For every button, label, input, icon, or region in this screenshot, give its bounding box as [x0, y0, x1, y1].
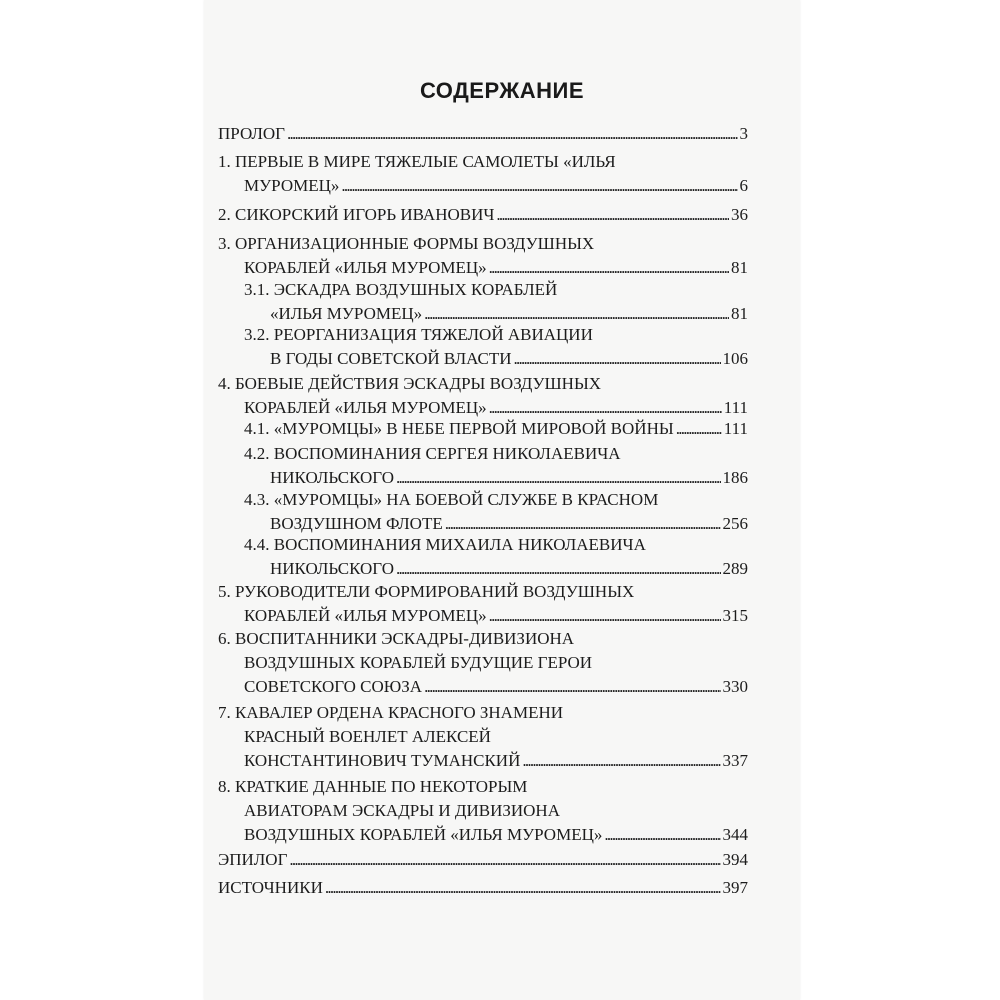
toc-page-number: 337	[722, 751, 748, 770]
dot-leader	[289, 848, 720, 872]
toc-entry-row	[218, 203, 748, 227]
toc-entry-text: ПРОЛОГ	[218, 124, 286, 143]
toc-page-number: 256	[722, 514, 748, 533]
toc-entry-row	[270, 557, 748, 581]
dot-leader	[676, 417, 722, 441]
dot-leader	[604, 823, 720, 847]
dot-leader	[424, 675, 720, 699]
toc-entry-text: КРАСНЫЙ ВОЕНЛЕТ АЛЕКСЕЙ	[244, 727, 491, 746]
toc-entry-row	[244, 749, 748, 773]
toc-entry-text: МУРОМЕЦ»	[244, 176, 340, 195]
toc-entry-text: «ИЛЬЯ МУРОМЕЦ»	[270, 304, 423, 323]
toc-page-number: 315	[722, 606, 748, 625]
dot-leader	[489, 604, 721, 628]
toc-entry-text: 2. СИКОРСКИЙ ИГОРЬ ИВАНОВИЧ	[218, 205, 495, 224]
toc-entry-row	[270, 466, 748, 490]
toc-entry-row	[244, 675, 748, 699]
toc-entry-text: КОРАБЛЕЙ «ИЛЬЯ МУРОМЕЦ»	[244, 258, 487, 277]
dot-leader	[287, 122, 737, 146]
toc-entry-row	[218, 876, 748, 900]
toc-entry-text: 8. КРАТКИЕ ДАННЫЕ ПО НЕКОТОРЫМ	[218, 777, 528, 796]
toc-entry-text: ИСТОЧНИКИ	[218, 878, 323, 897]
toc-entry-text: 4.3. «МУРОМЦЫ» НА БОЕВОЙ СЛУЖБЕ В КРАСНОМ	[244, 490, 659, 509]
dot-leader	[489, 256, 729, 280]
toc-entry-text: НИКОЛЬСКОГО	[270, 559, 394, 578]
toc-entry-text: СОВЕТСКОГО СОЮЗА	[244, 677, 423, 696]
toc-page-number: 344	[722, 825, 748, 844]
toc-entry-text: ВОЗДУШНОМ ФЛОТЕ	[270, 514, 443, 533]
toc-entry-row	[244, 417, 748, 441]
toc-entry-text: ЭПИЛОГ	[218, 850, 288, 869]
toc-entry-text: 4.1. «МУРОМЦЫ» В НЕБЕ ПЕРВОЙ МИРОВОЙ ВОЙНЫ	[244, 419, 674, 438]
toc-page-number: 106	[722, 349, 748, 368]
toc-page-number: 186	[722, 468, 748, 487]
toc-page-number: 111	[723, 398, 748, 417]
toc-entry-text: КОРАБЛЕЙ «ИЛЬЯ МУРОМЕЦ»	[244, 606, 487, 625]
toc-entry-text: КОРАБЛЕЙ «ИЛЬЯ МУРОМЕЦ»	[244, 398, 487, 417]
toc-page-number: 36	[731, 205, 748, 224]
dot-leader	[396, 557, 721, 581]
toc-entry-text: В ГОДЫ СОВЕТСКОЙ ВЛАСТИ	[270, 349, 512, 368]
toc-entry-row	[270, 347, 748, 371]
toc-entry-text: АВИАТОРАМ ЭСКАДРЫ И ДИВИЗИОНА	[244, 801, 560, 820]
dot-leader	[496, 203, 729, 227]
toc-entry-row	[244, 823, 748, 847]
toc-entry-text: 5. РУКОВОДИТЕЛИ ФОРМИРОВАНИЙ ВОЗДУШНЫХ	[218, 582, 635, 601]
toc-entry-text: 1. ПЕРВЫЕ В МИРЕ ТЯЖЕЛЫЕ САМОЛЕТЫ «ИЛЬЯ	[218, 152, 616, 171]
dot-leader	[522, 749, 720, 773]
toc-entry-row	[244, 256, 748, 280]
toc-page-number: 289	[722, 559, 748, 578]
toc-entry-text: 7. КАВАЛЕР ОРДЕНА КРАСНОГО ЗНАМЕНИ	[218, 703, 564, 722]
toc-page-number: 81	[731, 258, 748, 277]
toc-entry-text: 4.2. ВОСПОМИНАНИЯ СЕРГЕЯ НИКОЛАЕВИЧА	[244, 444, 621, 463]
toc-entry-text: ВОЗДУШНЫХ КОРАБЛЕЙ «ИЛЬЯ МУРОМЕЦ»	[244, 825, 603, 844]
toc-entry-text: 4.4. ВОСПОМИНАНИЯ МИХАИЛА НИКОЛАЕВИЧА	[244, 535, 646, 554]
toc-page-number: 397	[722, 878, 748, 897]
toc-entry-text: ВОЗДУШНЫХ КОРАБЛЕЙ БУДУЩИЕ ГЕРОИ	[244, 653, 593, 672]
toc-entry-text: 3.2. РЕОРГАНИЗАЦИЯ ТЯЖЕЛОЙ АВИАЦИИ	[244, 325, 593, 344]
dot-leader	[396, 466, 721, 490]
page-title: СОДЕРЖАНИЕ	[419, 78, 585, 103]
toc-page-number: 6	[739, 176, 748, 195]
toc-page-number: 111	[723, 419, 748, 438]
toc-entry-text: КОНСТАНТИНОВИЧ ТУМАНСКИЙ	[244, 751, 521, 770]
dot-leader	[325, 876, 721, 900]
toc-page-number: 330	[722, 677, 748, 696]
dot-leader	[514, 347, 721, 371]
toc-entry-text: 3.1. ЭСКАДРА ВОЗДУШНЫХ КОРАБЛЕЙ	[244, 280, 558, 299]
toc-page-number: 81	[731, 304, 748, 323]
toc-entry-row	[218, 848, 748, 872]
toc-entry-text: 3. ОРГАНИЗАЦИОННЫЕ ФОРМЫ ВОЗДУШНЫХ	[218, 234, 595, 253]
toc-entry-text: 4. БОЕВЫЕ ДЕЙСТВИЯ ЭСКАДРЫ ВОЗДУШНЫХ	[218, 374, 602, 393]
toc-page-number: 394	[722, 850, 748, 869]
toc-entry-text: 6. ВОСПИТАННИКИ ЭСКАДРЫ-ДИВИЗИОНА	[218, 629, 575, 648]
toc-page-number: 3	[739, 124, 748, 143]
toc-entry-text: НИКОЛЬСКОГО	[270, 468, 394, 487]
toc-entry-row	[218, 122, 748, 146]
toc-entry-row	[244, 174, 748, 198]
toc-entry-row	[244, 604, 748, 628]
dot-leader	[341, 174, 737, 198]
